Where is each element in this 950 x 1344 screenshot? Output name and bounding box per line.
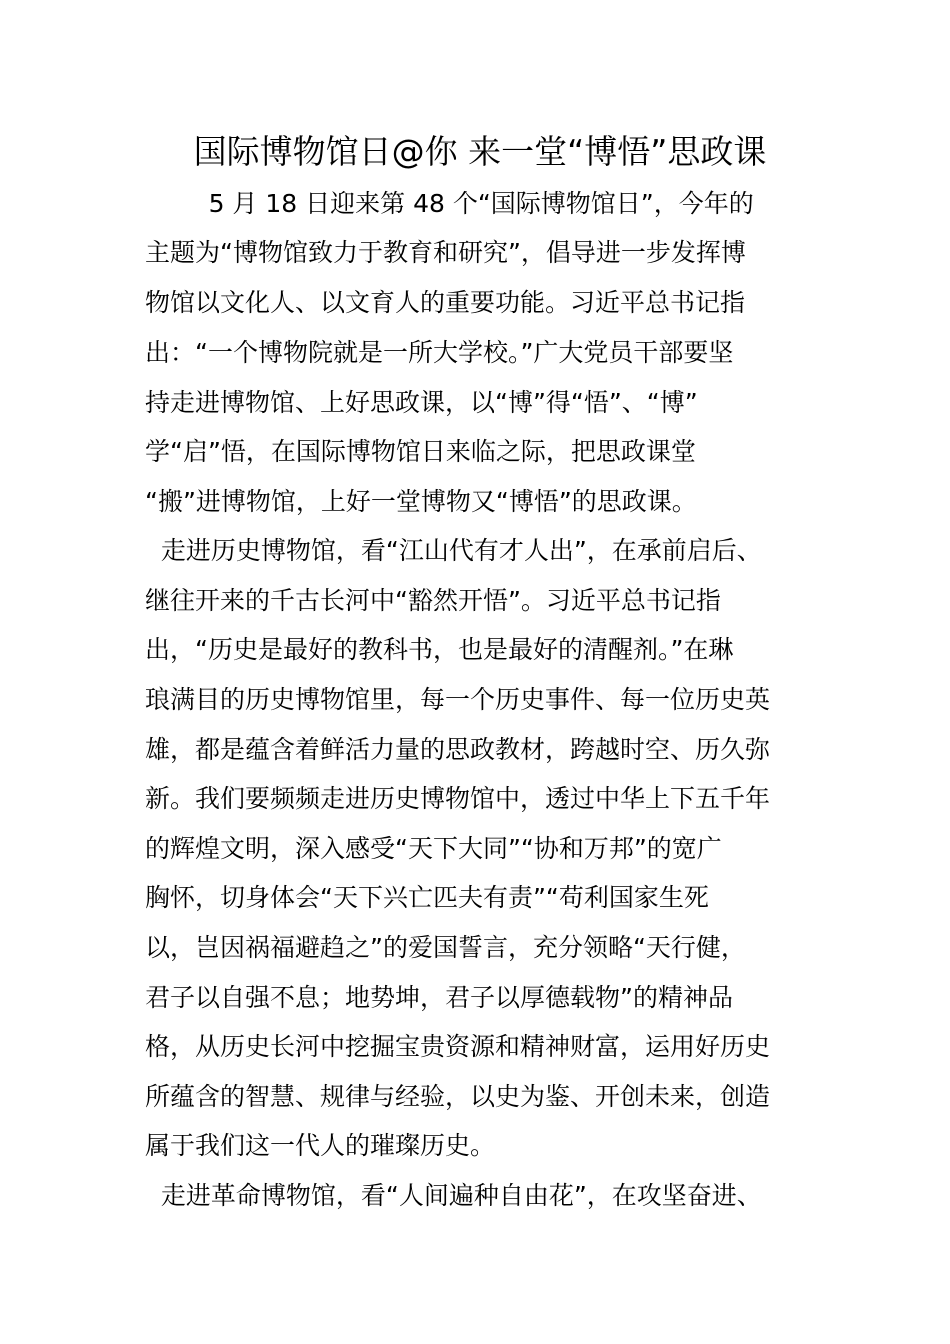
body-line: 所蕴含的智慧、规律与经验，以史为鉴、开创未来，创造 xyxy=(145,1082,771,1111)
body-line: 主题为“博物馆致力于教育和研究”，倡导进一步发挥博 xyxy=(145,238,746,267)
body-line: 物馆以文化人、以文育人的重要功能。习近平总书记指 xyxy=(145,288,746,317)
body-line: 君子以自强不息；地势坤，君子以厚德载物”的精神品 xyxy=(145,983,733,1012)
document-title: 国际博物馆日@你 来一堂“博悟”思政课 xyxy=(193,132,767,171)
body-line: 琅满目的历史博物馆里，每一个历史事件、每一位历史英 xyxy=(145,685,771,714)
body-line: 格，从历史长河中挖掘宝贵资源和精神财富，运用好历史 xyxy=(145,1032,771,1061)
body-line: 5 月 18 日迎来第 48 个“国际博物馆日”，今年的 xyxy=(145,189,754,218)
body-line: 的辉煌文明，深入感受“天下大同”“协和万邦”的宽广 xyxy=(145,834,722,863)
body-line: 走进历史博物馆，看“江山代有才人出”，在承前启后、 xyxy=(145,536,762,565)
body-line: 属于我们这一代人的璀璨历史。 xyxy=(145,1131,496,1160)
body-line: 学“启”悟，在国际博物馆日来临之际，把思政课堂 xyxy=(145,437,696,466)
body-line: 胸怀，切身体会“天下兴亡匹夫有责”“苟利国家生死 xyxy=(145,883,709,912)
body-line: 走进革命博物馆，看“人间遍种自由花”，在攻坚奋进、 xyxy=(145,1181,762,1210)
body-line: “搬”进博物馆，上好一堂博物又“博悟”的思政课。 xyxy=(145,487,697,516)
body-line: 新。我们要频频走进历史博物馆中，透过中华上下五千年 xyxy=(145,784,771,813)
body-line: 持走进博物馆、上好思政课，以“博”得“悟”、“博” xyxy=(145,388,698,417)
body-line: 以，岂因祸福避趋之”的爱国誓言，充分领略“天行健， xyxy=(145,933,746,962)
body-line: 出：“一个博物院就是一所大学校。”广大党员干部要坚 xyxy=(145,338,734,367)
body-line: 出，“历史是最好的教科书，也是最好的清醒剂。”在琳 xyxy=(145,635,734,664)
body-line: 继往开来的千古长河中“豁然开悟”。习近平总书记指 xyxy=(145,586,721,615)
body-line: 雄，都是蕴含着鲜活力量的思政教材，跨越时空、历久弥 xyxy=(145,735,771,764)
